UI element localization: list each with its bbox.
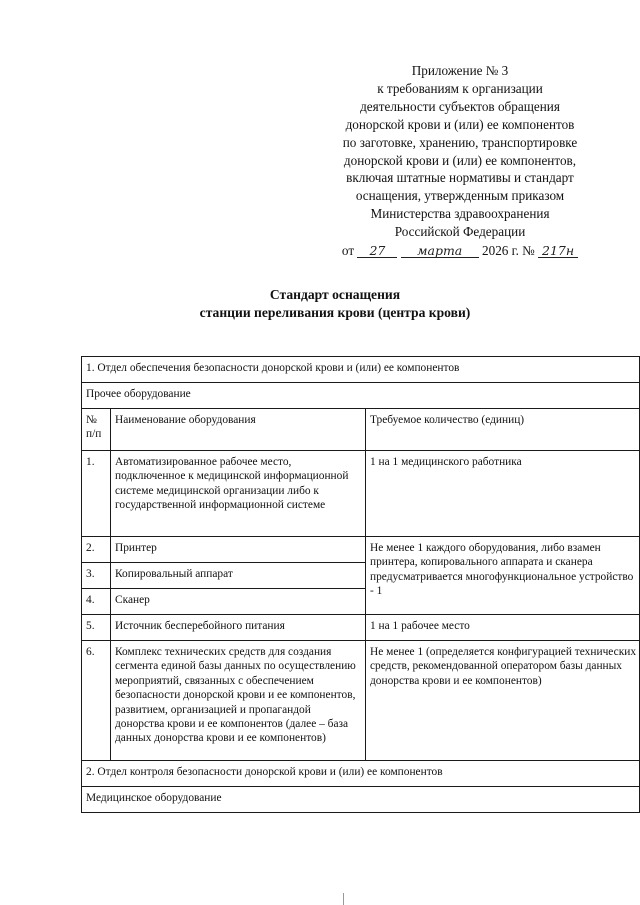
appendix-line: оснащения, утвержденным приказом [355,188,565,204]
section-2-title: 2. Отдел контроля безопасности донорской крови и (или) ее компонентов [82,761,640,787]
order-date-line [300,242,620,260]
appendix-line: Министерства здравоохранения [370,206,550,222]
row-name: Источник бесперебойного питания [111,615,366,641]
appendix-line: деятельности субъектов обращения [360,98,560,114]
row-num: 3. [82,563,111,589]
row-qty: Не менее 1 (определяется конфигурацией технических средств, рекомендованной оператором базы данных донорства крови и ее компонентов) [366,641,640,761]
date-prefix: от [341,243,355,259]
scan-artifact [343,893,354,905]
row-num: 4. [82,589,111,615]
subsection-row [82,383,640,409]
appendix-line: Российской Федерации [394,224,526,240]
header-num: № п/п [82,409,111,451]
header-row [82,409,640,451]
appendix-line: к требованиям к организации [377,80,543,96]
row-name: Автоматизированное рабочее место, подключенное к медицинской информационной системе медицинской организации либо к государственной информационной системе [111,451,366,537]
subsection-1-title: Прочее оборудование [82,383,640,409]
appendix-line: донорской крови и (или) ее компонентов, [343,152,577,168]
row-num: 6. [82,641,111,761]
appendix-line: по заготовке, хранению, транспортировке [342,134,578,150]
title-line-2: станции переливания крови (центра крови) [199,305,471,320]
document-title [140,286,530,322]
row-num: 2. [82,537,111,563]
row-qty: 1 на 1 медицинского работника [366,451,640,537]
appendix-line: Приложение № 3 [411,63,509,78]
header-qty: Требуемое количество (единиц) [366,409,640,451]
appendix-line: включая штатные нормативы и стандарт [346,170,574,186]
table-row [82,615,640,641]
subsection-row [82,787,640,813]
date-day-handwritten: 27 [357,244,397,258]
appendix-header [300,62,620,260]
title-line-1: Стандарт оснащения [269,287,401,302]
section-row [82,761,640,787]
order-number-handwritten: 217н [538,244,578,258]
header-name: Наименование оборудования [111,409,366,451]
row-name: Копировальный аппарат [111,563,366,589]
date-month-handwritten: марта [401,244,479,258]
table-row [82,537,640,563]
row-name: Комплекс технических средств для создания сегмента единой базы данных по осуществлению мероприятий, связанных с обеспечением безопасности донорской крови и ее компонентов, развитием, организацией и пропагандой донорства крови и ее компонентов (далее – база данных донорства крови и ее компонентов) [111,641,366,761]
table-row [82,451,640,537]
table-row [82,641,640,761]
equipment-table [81,356,640,813]
row-qty: Не менее 1 каждого оборудования, либо взамен принтера, копировального аппарата и сканера предусматривается многофункциональное устройство - 1 [366,537,640,615]
date-year: 2026 г. № [482,243,535,259]
row-qty: 1 на 1 рабочее место [366,615,640,641]
subsection-2-title: Медицинское оборудование [82,787,640,813]
row-name: Сканер [111,589,366,615]
section-1-title: 1. Отдел обеспечения безопасности донорской крови и (или) ее компонентов [82,357,640,383]
row-num: 5. [82,615,111,641]
row-num: 1. [82,451,111,537]
appendix-line: донорской крови и (или) ее компонентов [345,116,575,132]
section-row [82,357,640,383]
row-name: Принтер [111,537,366,563]
